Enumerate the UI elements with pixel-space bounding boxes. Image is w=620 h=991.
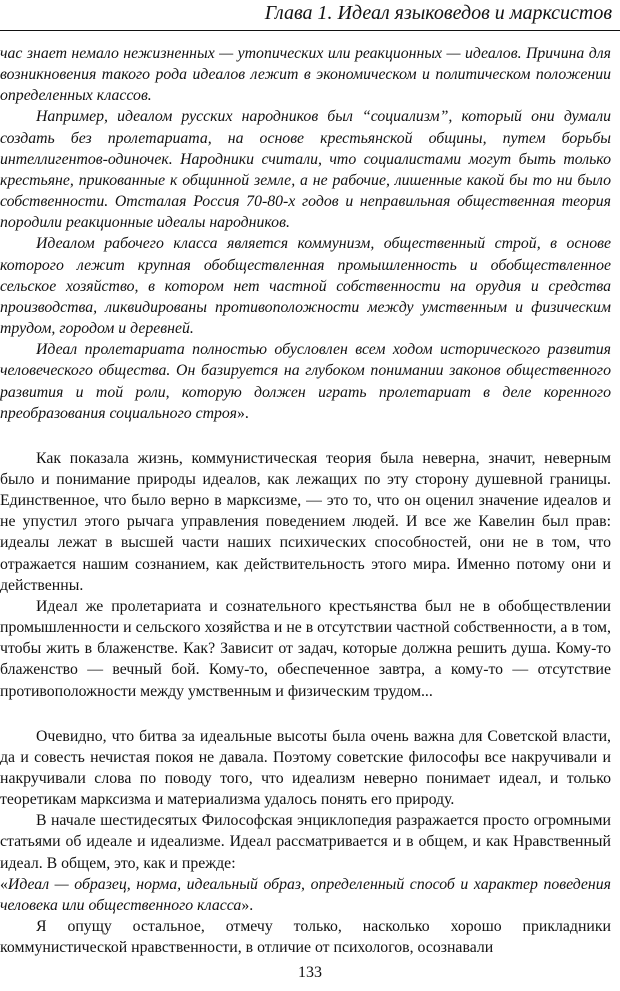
- paragraph-text: Идеал — образец, норма, идеальный образ, определенный способ и характер поведения человека или общественного класса: [0, 875, 611, 914]
- paragraph-text: Я опущу остальное, отмечу только, насколько хорошо прикладники коммунистической нравственности, в отличие от психологов, осознавали: [0, 918, 611, 957]
- paragraph: [0, 726, 611, 811]
- paragraph: [0, 810, 611, 873]
- paragraph: [0, 43, 611, 106]
- paragraph-text: Как показала жизнь, коммунистическая теория была неверна, значит, неверным было и понимание природы идеалов, как лежащих по эту сторону душевной границы. Единственное, что было верно в марксизме, — это то, что он оценил значение идеалов и не упустил этого рычага управления поведением людей. И все же Кавелин был прав: идеалы лежат в высшей части наших психических способностей, они не в том, что отражается нашим сознанием, как действительность этого мира. Именно потому они и действенны.: [0, 449, 611, 594]
- paragraph-text: Очевидно, что битва за идеальные высоты была очень важна для Советской власти, да и совесть нечистая покоя не давала. Поэтому советские философы все накручивали и накручивали слова по поводу того, что идеализм неверно понимает идеал, и только теоретикам марксизма и материализма удалось понять его природу.: [0, 727, 611, 809]
- paragraph-text: В начале шестидесятых Философская энциклопедия разражается просто огромными статьями об идеале и идеализме. Идеал рассматривается и в общем, и как Нравственный идеал. В общем, это, как и прежде:: [0, 812, 611, 872]
- closing-quote: ».: [236, 404, 249, 422]
- paragraph: [0, 916, 611, 958]
- paragraph-text: Идеалом рабочего класса является коммунизм, общественный строй, в основе которого лежит крупная обобществленная промышленность и обобществленное сельское хозяйство, в котором нет частной собственности на орудия и средства производства, ликвидированы противоположности между умственным и физическим трудом, городом и деревней.: [0, 235, 611, 338]
- page-number: 133: [298, 964, 322, 981]
- paragraph-text: Идеал же пролетариата и сознательного крестьянства был не в обобществлении промышленности и сельского хозяйства и не в отсутствии частной собственности, а в том, чтобы жить в блаженстве. Как? Зависит от задач, которые должна решить душа. Кому-то блаженство — вечный бой. Кому-то, обеспеченное завтра, а кому-то — отсутствие противоположности между умственным и физическим трудом...: [0, 597, 611, 700]
- paragraph-text: Идеал пролетариата полностью обусловлен всем ходом исторического развития человеческого общества. Он базируется на глубоком понимании законов общественного развития и той роли, которую должен играть пролетариат в деле коренного преобразования социального строя: [0, 341, 611, 422]
- page-body: [0, 43, 611, 958]
- header-rule: [0, 30, 620, 31]
- closing-quote: ».: [241, 896, 254, 914]
- running-header: [0, 0, 620, 30]
- chapter-title: Глава 1. Идеал языковедов и марксистов: [264, 2, 612, 24]
- paragraph: [0, 233, 611, 339]
- opening-quote: «: [0, 875, 8, 893]
- section-gap: [0, 424, 611, 448]
- paragraph: [0, 339, 611, 424]
- quote-paragraph: [0, 874, 611, 916]
- paragraph: [0, 106, 611, 233]
- paragraph: [0, 596, 611, 702]
- paragraph: [0, 448, 611, 596]
- paragraph-text: час знает немало нежизненных — утопических или реакционных — идеалов. Причина для возникновения такого рода идеалов лежит в экономическом и политическом положении определенных классов.: [0, 45, 611, 105]
- section-gap: [0, 702, 611, 726]
- paragraph-text: Например, идеалом русских народников был “социализм”, который они думали создать без пролетариата, на основе крестьянской общины, путем борьбы интеллигентов-одиночек. Народники считали, что социалистами могут быть только крестьяне, прикованные к общинной земле, а не рабочие, лишенные какой бы то ни было собственности. Отсталая Россия 70-80-х годов и неправильная общественная теория породили реакционные идеалы народников.: [0, 108, 611, 232]
